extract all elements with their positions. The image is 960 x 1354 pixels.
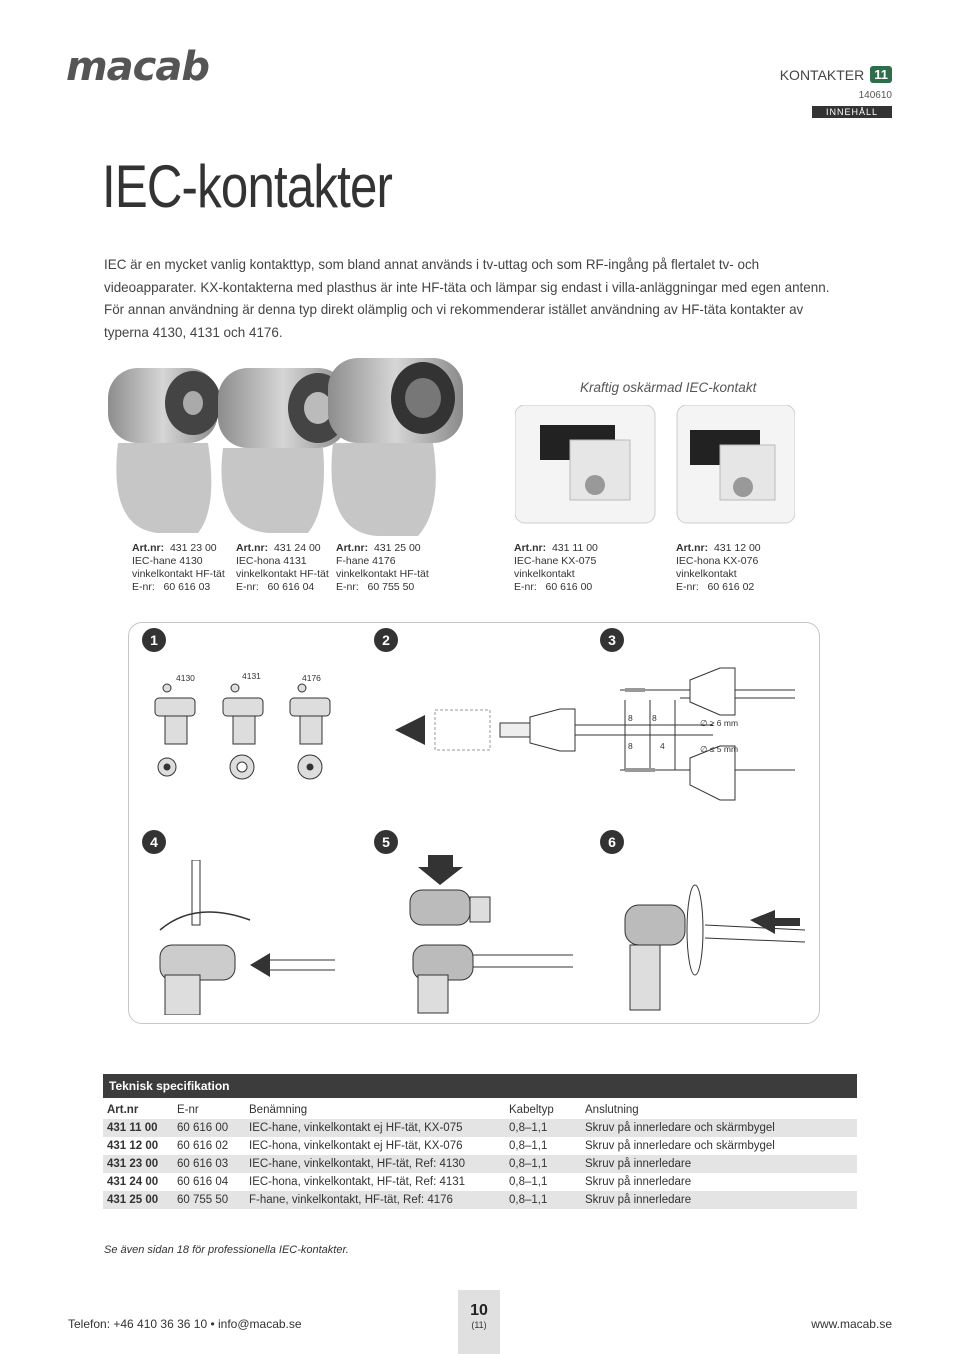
product-type: vinkelkontakt HF-tät: [336, 568, 429, 580]
step-number-5: 5: [374, 830, 398, 854]
section-name: KONTAKTER: [779, 66, 865, 83]
cell-enr: 60 616 00: [173, 1119, 245, 1137]
cell-art: 431 12 00: [107, 1140, 159, 1152]
cell-name: IEC-hona, vinkelkontakt ej HF-tät, KX-076: [249, 1140, 463, 1152]
cable-diameter-b: ∅ ≤ 5 mm: [700, 744, 739, 754]
arrow-down-icon: [418, 855, 463, 885]
document-date: 140610: [858, 90, 892, 101]
kx-076-photo: [677, 405, 795, 523]
col-connection: Anslutning: [585, 1104, 639, 1116]
strip-length-a1: 8: [628, 713, 633, 723]
e-number: 60 755 50: [367, 581, 415, 593]
strip-length-a2: 8: [652, 713, 657, 723]
arrow-right-icon: [395, 715, 425, 745]
art-label: Art.nr:: [676, 542, 709, 554]
product-type: vinkelkontakt HF-tät: [132, 568, 225, 580]
e-label: E-nr:: [236, 581, 259, 593]
type-label-4130: 4130: [176, 673, 195, 683]
art-label: Art.nr:: [236, 542, 269, 554]
product-type: vinkelkontakt HF-tät: [236, 568, 329, 580]
product-name: IEC-hane KX-075: [514, 555, 597, 567]
connector-4176-photo: [328, 358, 463, 536]
art-number: 431 11 00: [551, 542, 598, 554]
intro-text: IEC är en mycket vanlig kontakttyp, som bland annat används i tv-uttag och som RF-ingång på flertalet tv- och videoapparater. KX-kontakterna med plasthus är inte HF-täta och lämpar sig endast i villa-anläggningar med egen antenn. För annan användning är denna typ direkt olämplig och vi rekommenderar istället användning av HF-täta kontakter av typerna 4130, 4131 och 4176.: [104, 256, 830, 340]
cell-cable: 0,8–1,1: [509, 1176, 548, 1188]
step6-finished-illustration: [620, 870, 810, 1015]
cell-connection: Skruv på innerledare: [581, 1155, 857, 1173]
logo: macab: [66, 44, 210, 90]
section-label: [780, 66, 892, 83]
cell-connection: Skruv på innerledare och skärmbygel: [585, 1140, 775, 1152]
cell-enr: 60 616 04: [177, 1176, 229, 1188]
hf-connectors-photo: [98, 358, 468, 538]
art-number: 431 24 00: [273, 542, 321, 554]
cell-connection: Skruv på innerledare: [585, 1176, 692, 1188]
strip-length-b1: 8: [628, 741, 633, 751]
col-name: Benämning: [249, 1104, 308, 1116]
page-number: 10: [470, 1302, 488, 1319]
cell-art: 431 24 00: [107, 1176, 159, 1188]
product-name: IEC-hona KX-076: [676, 555, 759, 567]
cell-cable: 0,8–1,1: [505, 1119, 581, 1137]
e-label: E-nr:: [676, 581, 699, 593]
table-row: [103, 1119, 857, 1137]
strip-length-b2: 4: [660, 741, 665, 751]
step1-connector-types-illustration: [145, 680, 350, 790]
cell-enr: 60 616 02: [177, 1140, 229, 1152]
step5-assembly-illustration: [398, 855, 578, 1015]
art-number: 431 12 00: [713, 542, 761, 554]
cell-cable: 0,8–1,1: [505, 1155, 581, 1173]
table-row: [103, 1155, 857, 1173]
step-number-1: 1: [142, 628, 166, 652]
footer-contact[interactable]: Telefon: +46 410 36 36 10 • info@macab.se: [68, 1317, 302, 1331]
table-row: [103, 1191, 857, 1209]
step-number-2: 2: [374, 628, 398, 652]
cell-enr: 60 616 03: [173, 1155, 245, 1173]
product-431-23-00: [132, 542, 225, 594]
product-name: IEC-hane 4130: [132, 555, 203, 567]
spec-header-row: [103, 1098, 857, 1119]
rotate-arrow-icon: [160, 912, 250, 930]
section-number-badge: 11: [870, 66, 892, 83]
step3-strip-lengths-illustration: [620, 660, 800, 810]
cell-name: F-hane, vinkelkontakt, HF-tät, Ref: 4176: [245, 1191, 505, 1209]
e-number: 60 616 03: [163, 581, 211, 593]
art-number: 431 23 00: [169, 542, 217, 554]
page-subnumber: (11): [471, 1320, 487, 1330]
cell-enr: 60 755 50: [173, 1191, 245, 1209]
art-label: Art.nr:: [336, 542, 369, 554]
e-number: 60 616 00: [545, 581, 593, 593]
step-number-6: 6: [600, 830, 624, 854]
table-row: [103, 1137, 857, 1155]
kx-photo-caption: Kraftig oskärmad IEC-kontakt: [580, 380, 757, 395]
cell-name: IEC-hona, vinkelkontakt, HF-tät, Ref: 4131: [249, 1176, 466, 1188]
product-431-25-00: [336, 542, 429, 594]
product-431-24-00: [236, 542, 329, 594]
table-row: [103, 1173, 857, 1191]
cell-connection: Skruv på innerledare och skärmbygel: [581, 1119, 857, 1137]
art-number: 431 25 00: [373, 542, 421, 554]
col-cable: Kabeltyp: [509, 1104, 554, 1116]
cell-cable: 0,8–1,1: [509, 1140, 548, 1152]
cell-art: 431 25 00: [103, 1191, 173, 1209]
page-title: IEC-kontakter: [102, 153, 393, 220]
cell-art: 431 23 00: [103, 1155, 173, 1173]
step4-screw-illustration: [150, 860, 350, 1015]
footer-website-link[interactable]: www.macab.se: [811, 1317, 892, 1331]
arrow-left-icon: [250, 953, 270, 977]
step-number-3: 3: [600, 628, 624, 652]
cell-art: 431 11 00: [103, 1119, 173, 1137]
technical-specification: [103, 1074, 857, 1209]
kx-connectors-photo: [515, 405, 795, 525]
e-label: E-nr:: [336, 581, 359, 593]
product-name: IEC-hona 4131: [236, 555, 307, 567]
type-label-4176: 4176: [302, 673, 321, 683]
product-431-12-00: [676, 542, 761, 594]
product-name: F-hane 4176: [336, 555, 396, 567]
page-number-box: [458, 1290, 500, 1354]
art-label: Art.nr:: [514, 542, 547, 554]
cell-name: IEC-hane, vinkelkontakt ej HF-tät, KX-075: [245, 1119, 505, 1137]
toc-link[interactable]: INNEHÅLL: [812, 106, 892, 118]
spec-heading: Teknisk specifikation: [103, 1074, 857, 1098]
see-also-note: Se även sidan 18 för professionella IEC-kontakter.: [104, 1244, 349, 1256]
col-enr: E-nr: [177, 1104, 199, 1116]
product-type: vinkelkontakt: [514, 568, 575, 580]
col-art: Art.nr: [107, 1104, 139, 1116]
spec-table: [103, 1098, 857, 1209]
e-number: 60 616 04: [267, 581, 315, 593]
e-label: E-nr:: [514, 581, 537, 593]
cable-diameter-a: ∅ ≥ 6 mm: [700, 718, 739, 728]
e-label: E-nr:: [132, 581, 155, 593]
connector-4130-photo: [108, 368, 221, 533]
type-label-4131: 4131: [242, 671, 261, 681]
product-431-11-00: [514, 542, 598, 594]
art-label: Art.nr:: [132, 542, 165, 554]
cell-cable: 0,8–1,1: [505, 1191, 581, 1209]
arrow-left-icon: [750, 910, 800, 934]
step-number-4: 4: [142, 830, 166, 854]
cable-diameter-a-value: 6 mm: [716, 718, 739, 728]
cable-diameter-b-value: 5 mm: [716, 744, 739, 754]
cell-name: IEC-hane, vinkelkontakt, HF-tät, Ref: 4130: [245, 1155, 505, 1173]
e-number: 60 616 02: [707, 581, 755, 593]
cell-connection: Skruv på innerledare: [581, 1191, 857, 1209]
product-type: vinkelkontakt: [676, 568, 737, 580]
kx-075-photo: [515, 405, 655, 523]
